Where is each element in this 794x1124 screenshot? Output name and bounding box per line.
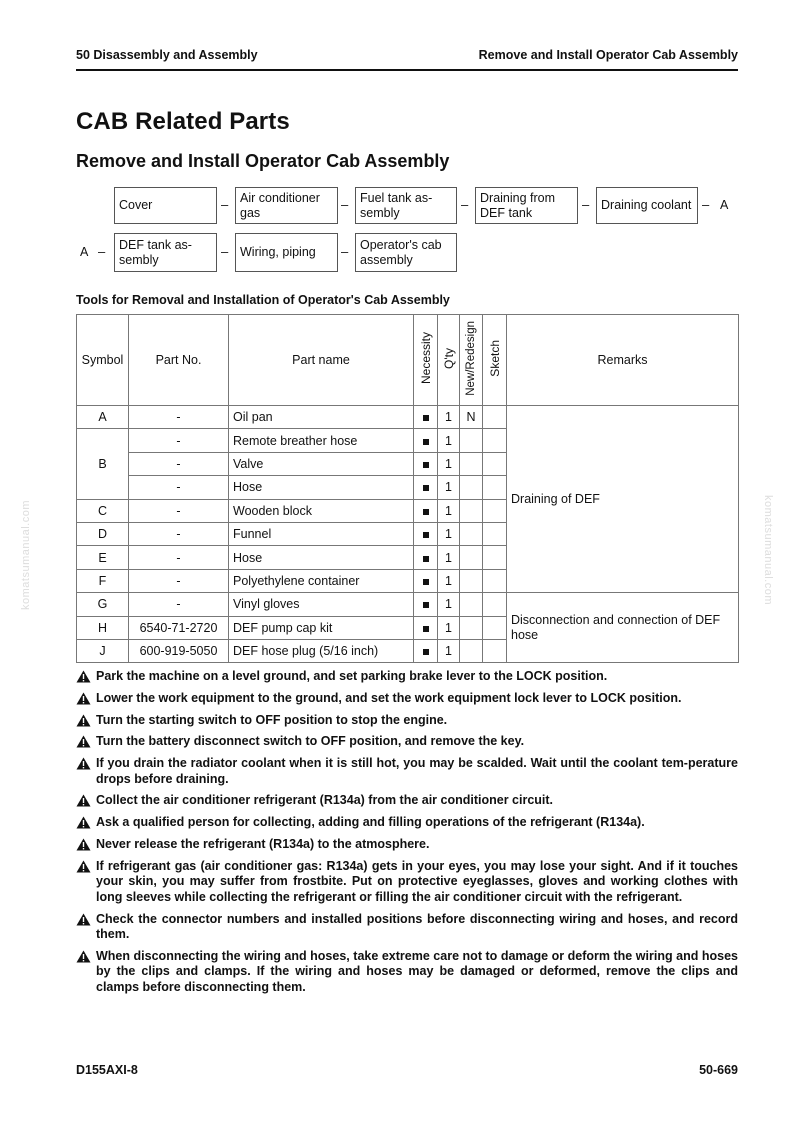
required-mark-icon — [423, 509, 429, 515]
tools-table — [76, 314, 739, 663]
column-header-qty: Q'ty — [438, 315, 460, 406]
warning-note-text: Collect the air conditioner refrigerant (R134a) from the air conditioner circuit. — [96, 793, 554, 808]
required-mark-icon — [423, 579, 429, 585]
column-header-part-no: Part No. — [129, 315, 229, 406]
required-mark-icon — [423, 626, 429, 632]
table-header-row — [77, 315, 739, 406]
warning-triangle-icon — [76, 669, 96, 685]
table-row: F - Polyethylene container 1 — [77, 569, 739, 592]
column-header-remarks: Remarks — [507, 315, 739, 406]
required-mark-icon — [423, 556, 429, 562]
flow-dash: – — [341, 244, 349, 259]
column-header-new-redesign: New/Redesign — [460, 315, 483, 406]
column-header-sketch: Sketch — [483, 315, 507, 406]
table-row: - Hose 1 — [77, 476, 739, 499]
remark-def-hose: Disconnection and connection of DEF hose — [507, 593, 739, 663]
warning-note — [76, 859, 738, 906]
warning-triangle-icon — [76, 859, 96, 906]
warning-note-text: Check the connector numbers and installed positions before disconnecting wiring and hoses, and record them. — [96, 911, 738, 942]
warning-note — [76, 912, 738, 943]
watermark-left: komatsumanual.com — [20, 500, 32, 610]
warning-note — [76, 691, 738, 707]
flow-step-draining-def-tank: Draining from DEF tank — [475, 187, 578, 224]
warning-note-text: Park the machine on a level ground, and set parking brake lever to the LOCK position. — [96, 669, 608, 683]
warning-note-text: When disconnecting the wiring and hoses, take extreme care not to damage or deform the wiring and hoses by the clips and clamps. If the wiring and hoses may be damaged or deformed, remove the clips and clamps before disconnecting them. — [96, 948, 738, 994]
warning-triangle-icon — [76, 949, 96, 996]
warning-triangle-icon — [76, 713, 96, 729]
warning-triangle-icon — [76, 691, 96, 707]
table-row: C - Wooden block 1 — [77, 499, 739, 522]
required-mark-icon — [423, 415, 429, 421]
warning-note — [76, 815, 738, 831]
warning-note-text: If you drain the radiator coolant when it is still hot, you may be scalded. Wait until the coolant tem-perature drops before draining. — [96, 756, 738, 786]
table-row: H 6540-71-2720 DEF pump cap kit 1 — [77, 616, 739, 639]
header-section-title: 50 Disassembly and Assembly — [76, 48, 258, 62]
remark-draining-def: Draining of DEF — [507, 406, 739, 593]
flow-step-air-conditioner-gas: Air conditioner gas — [235, 187, 338, 224]
flow-dash: – — [98, 244, 106, 259]
warning-triangle-icon — [76, 793, 96, 809]
warning-note-text: Lower the work equipment to the ground, and set the work equipment lock lever to LOCK position. — [96, 690, 682, 705]
flow-dash: – — [461, 197, 469, 212]
warning-note — [76, 837, 738, 853]
table-row: G - Vinyl gloves 1 Disconnection and connection of DEF hose — [77, 593, 739, 616]
flow-dash: – — [582, 197, 590, 212]
flow-step-fuel-tank: Fuel tank as-sembly — [355, 187, 457, 224]
table-row: - Valve 1 — [77, 452, 739, 475]
warning-note-text: Ask a qualified person for collecting, adding and filling operations of the refrigerant (R134a). — [96, 815, 645, 830]
warning-note — [76, 756, 738, 787]
flow-connector-a-start: A — [80, 245, 89, 259]
required-mark-icon — [423, 649, 429, 655]
table-row: E - Hose 1 — [77, 546, 739, 569]
section-title: Remove and Install Operator Cab Assembly — [76, 151, 450, 171]
warning-note — [76, 713, 738, 729]
flow-step-wiring-piping: Wiring, piping — [235, 233, 338, 272]
warning-triangle-icon — [76, 734, 96, 750]
flow-step-draining-coolant: Draining coolant — [596, 187, 698, 224]
warning-note — [76, 734, 738, 750]
required-mark-icon — [423, 602, 429, 608]
flow-connector-a-end: A — [720, 198, 729, 212]
flow-step-def-tank: DEF tank as-sembly — [114, 233, 217, 272]
flow-dash: – — [221, 244, 229, 259]
watermark-right: komatsumanual.com — [762, 495, 774, 605]
warning-note-text: Turn the starting switch to OFF position to stop the engine. — [96, 712, 448, 727]
page-title: CAB Related Parts — [76, 108, 290, 135]
required-mark-icon — [423, 532, 429, 538]
footer-page-number: 50-669 — [699, 1063, 738, 1077]
required-mark-icon — [423, 485, 429, 491]
warning-triangle-icon — [76, 837, 96, 853]
required-mark-icon — [423, 439, 429, 445]
table-row: A - Oil pan 1 N Draining of DEF — [77, 406, 739, 429]
warning-triangle-icon — [76, 912, 96, 943]
flow-dash: – — [221, 197, 229, 212]
flow-step-cover: Cover — [114, 187, 217, 224]
tools-table-title: Tools for Removal and Installation of Operator's Cab Assembly — [76, 293, 450, 307]
flow-dash: – — [702, 197, 710, 212]
column-header-necessity: Necessity — [414, 315, 438, 406]
required-mark-icon — [423, 462, 429, 468]
column-header-symbol: Symbol — [77, 315, 129, 406]
warning-note-text: If refrigerant gas (air conditioner gas: R134a) gets in your eyes, you may lose your sight. And if it touches your skin, you may suffer from frostbite. Put on protective eyeglasses, gloves and working clothes with long sleeves while collecting the refrigerant or filling the air conditioner circuit with the refrigerant. — [96, 858, 738, 904]
header-page-topic: Remove and Install Operator Cab Assembly — [478, 48, 738, 62]
warning-note-text: Never release the refrigerant (R134a) to the atmosphere. — [96, 837, 430, 852]
warning-note-text: Turn the battery disconnect switch to OFF position, and remove the key. — [96, 734, 525, 749]
header-rule — [76, 69, 738, 71]
table-row: D - Funnel 1 — [77, 522, 739, 545]
footer-model: D155AXI-8 — [76, 1063, 138, 1077]
table-row: B - Remote breather hose 1 — [77, 429, 739, 452]
warning-triangle-icon — [76, 815, 96, 831]
warning-note — [76, 669, 738, 685]
flow-dash: – — [341, 197, 349, 212]
safety-notes — [76, 669, 738, 1002]
column-header-part-name: Part name — [229, 315, 414, 406]
warning-note — [76, 949, 738, 996]
warning-triangle-icon — [76, 756, 96, 787]
table-row: J 600-919-5050 DEF hose plug (5/16 inch) 1 — [77, 639, 739, 662]
flow-step-operators-cab: Operator's cab assembly — [355, 233, 457, 272]
warning-note — [76, 793, 738, 809]
